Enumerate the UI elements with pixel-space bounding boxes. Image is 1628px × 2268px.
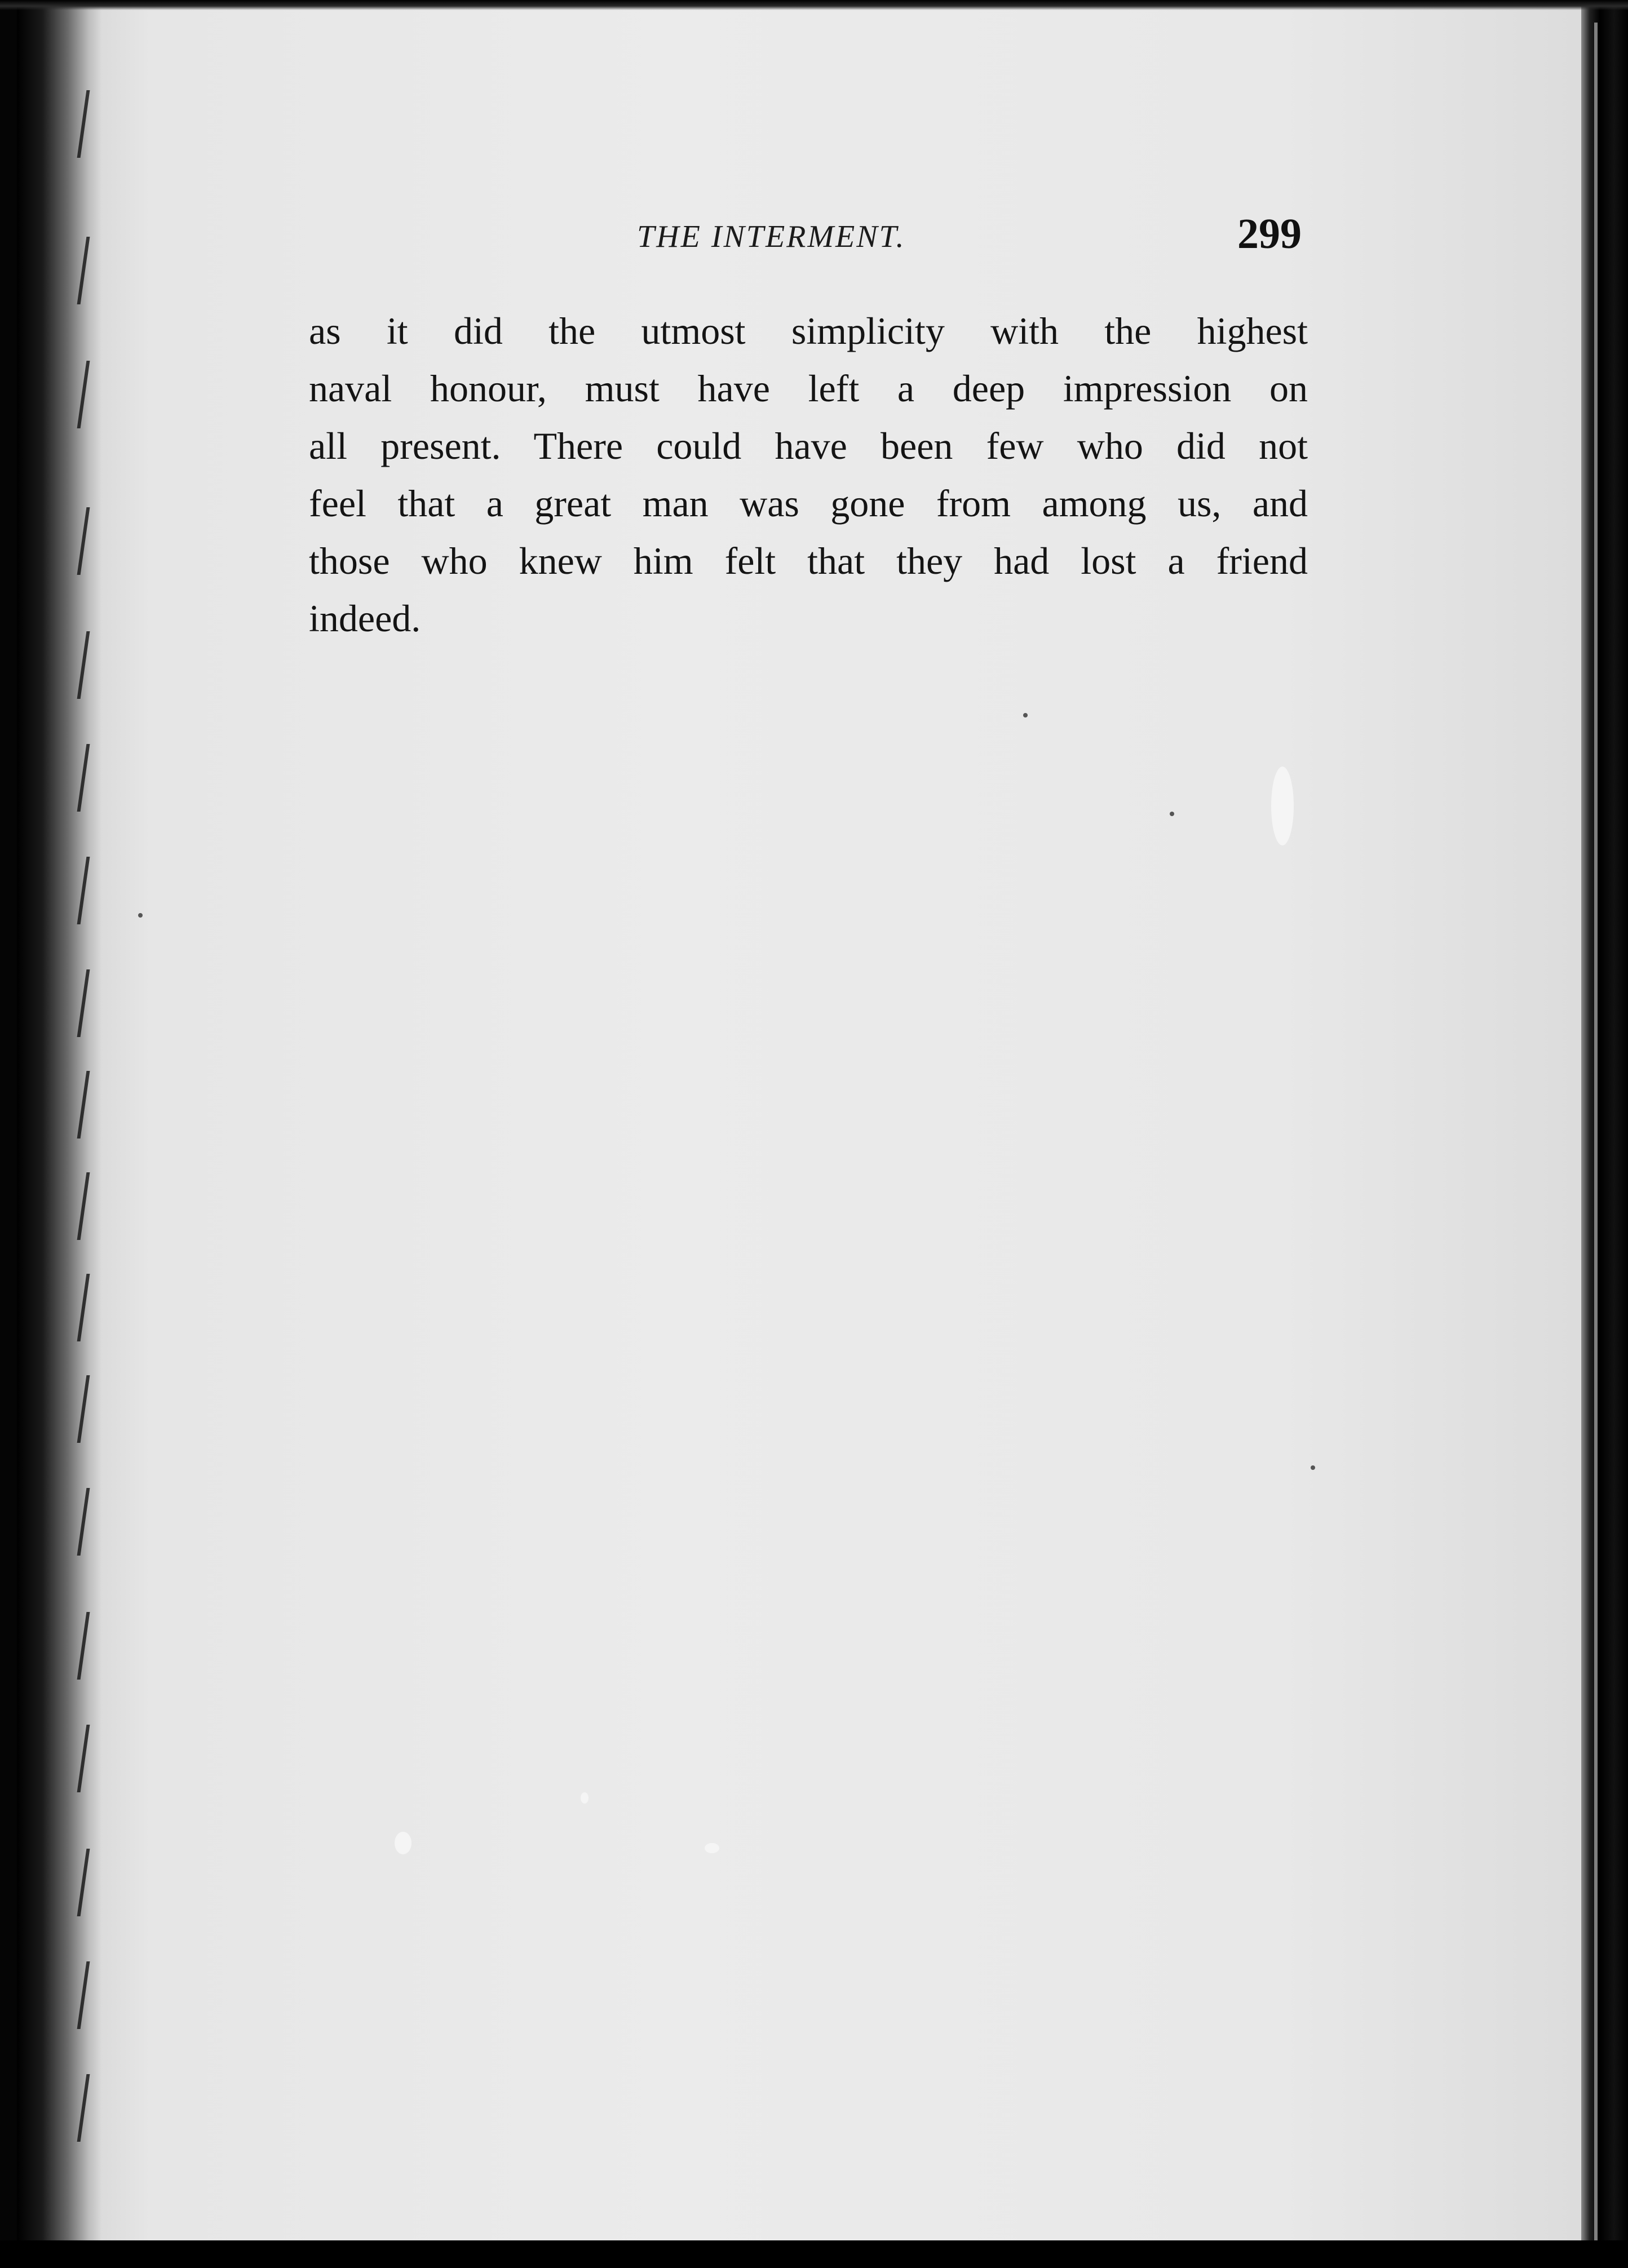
paper-blemish bbox=[395, 1832, 412, 1854]
paper-blemish bbox=[705, 1843, 719, 1853]
paper-blemish bbox=[581, 1792, 589, 1804]
paper-speck bbox=[1311, 1465, 1315, 1470]
top-page-edge bbox=[0, 0, 1628, 10]
paper-speck bbox=[1170, 812, 1174, 816]
text-line: as it did the utmost simplicity with the highest bbox=[309, 309, 1308, 352]
bottom-page-edge bbox=[0, 2240, 1628, 2268]
right-edge-highlight bbox=[1594, 23, 1598, 2254]
page-number: 299 bbox=[1237, 210, 1302, 258]
paper-speck bbox=[138, 913, 143, 918]
paper-blemish bbox=[1271, 767, 1294, 845]
body-paragraph bbox=[309, 302, 1308, 647]
text-line: indeed. bbox=[309, 597, 421, 640]
text-line: all present. There could have been few who did not bbox=[309, 424, 1308, 467]
paper-speck bbox=[1023, 713, 1028, 717]
text-line: those who knew him felt that they had lost a friend bbox=[309, 539, 1308, 582]
text-line: feel that a great man was gone from among us, and bbox=[309, 482, 1308, 525]
text-line: naval honour, must have left a deep impression on bbox=[309, 367, 1308, 410]
right-page-edge bbox=[1581, 0, 1628, 2268]
running-head: THE INTERMENT. bbox=[637, 219, 906, 254]
